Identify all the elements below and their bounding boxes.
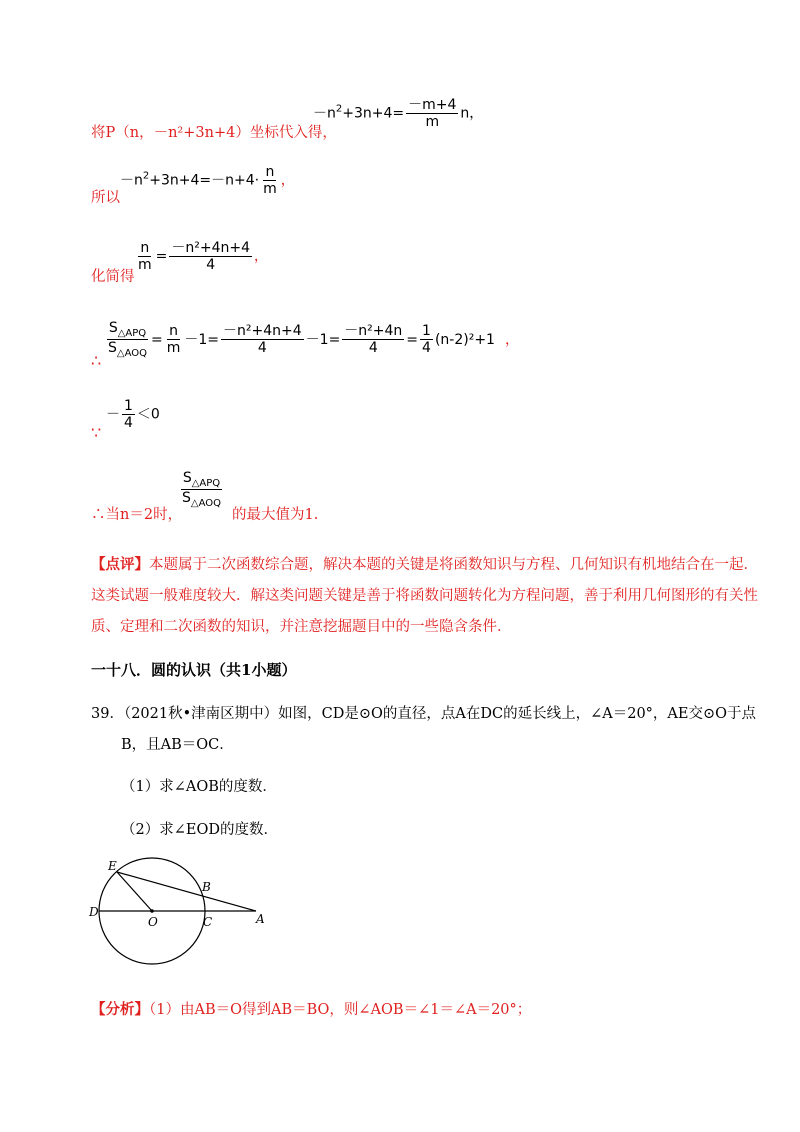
step6-text-2: 的最大值为1. — [232, 507, 319, 523]
line-ea — [117, 872, 256, 911]
label-b: B — [202, 880, 211, 894]
label-d: D — [89, 905, 99, 919]
analysis-line — [91, 998, 531, 1019]
problem-line-2: B，且AB＝OC． — [121, 737, 234, 753]
step1-text: 将P（n，－n²+3n+4）坐标代入得， — [91, 125, 337, 141]
step3-fraction-left: $\frac{n}{m}$ — [138, 240, 152, 274]
step1-lhs: －n — [313, 105, 336, 122]
step5-formula: － $\frac{1}{4}$ ＜0 — [106, 398, 160, 432]
step6-text-1: ∴当n＝2时， — [91, 507, 183, 523]
area-ratio-fraction: $\frac{S_{\triangle APQ}}{S_{\triangle AOQ}}$ — [108, 320, 147, 360]
analysis-label: 【分析】 — [91, 1001, 149, 1018]
problem-line-1: 39．（2021秋•津南区期中）如图，CD是⊙O的直径，点A在DC的延长线上，∠A＝20°，AE交⊙O于点 — [91, 706, 757, 722]
step2-fraction: $\frac{n}{m}$ — [263, 164, 277, 198]
analysis-text: （1）由AB＝O得到AB＝BO，则∠AOB＝∠1＝∠A＝20°； — [149, 1002, 532, 1018]
step2-formula: $-n^2+3n+4=-n+4\cdot$ $\frac{n}{m}$ ， — [120, 164, 295, 198]
line-eo — [117, 872, 152, 911]
step6-fraction: $\frac{S_{\triangle APQ}}{S_{\triangle AOQ}}$ — [182, 470, 221, 510]
step4-formula: $\frac{S_{\triangle APQ}}{S_{\triangle AOQ}}$ = $\frac{n}{m}$ －1= $\frac{\text{－n²+4n+4}}{4}$ －1= $\frac{\text{－n²+4n}}{4}$ = $\frac{1}{4}$ (n-2)²+1 ， — [108, 320, 519, 360]
label-c: C — [203, 915, 213, 929]
step1-mid: +3n+4= — [342, 105, 405, 122]
step3-text: 化简得 — [91, 269, 135, 285]
comment-text: 本题属于二次函数综合题，解决本题的关键是将函数知识与方程、几何知识有机地结合在一起．这类试题一般难度较大．解这类问题关键是善于将函数问题转化为方程问题，善于利用几何图形的有关性质、定理和二次函数的知识，并注意挖掘题目中的一些隐含条件． — [91, 557, 758, 635]
circle-figure — [86, 855, 266, 985]
label-a: A — [256, 912, 265, 926]
center-point — [150, 909, 154, 913]
comment-block — [91, 549, 771, 643]
question-2: （2）求∠EOD的度数． — [121, 822, 278, 838]
step1-fraction: $\frac{-m+4}{m}$ — [408, 97, 457, 131]
step1-tail: n， — [460, 105, 484, 122]
therefore-symbol-1: ∴ — [91, 351, 102, 370]
comment-label: 【点评】 — [91, 556, 149, 573]
step1-formula: $-n^2+3n+4=$ $\frac{-m+4}{m}$ n， — [313, 97, 484, 131]
section-title: 一十八．圆的认识（共1小题） — [91, 661, 297, 679]
because-symbol: ∵ — [91, 423, 102, 442]
step3-fraction-right: $\frac{\text{－n²+4n+4}}{4}$ — [171, 240, 251, 274]
step2-text: 所以 — [91, 190, 120, 206]
question-1: （1）求∠AOB的度数． — [121, 779, 277, 795]
step3-formula: $\frac{n}{m}$ = $\frac{\text{－n²+4n+4}}{4}$ ， — [138, 240, 269, 274]
label-e: E — [108, 859, 117, 873]
label-o: O — [148, 915, 158, 929]
